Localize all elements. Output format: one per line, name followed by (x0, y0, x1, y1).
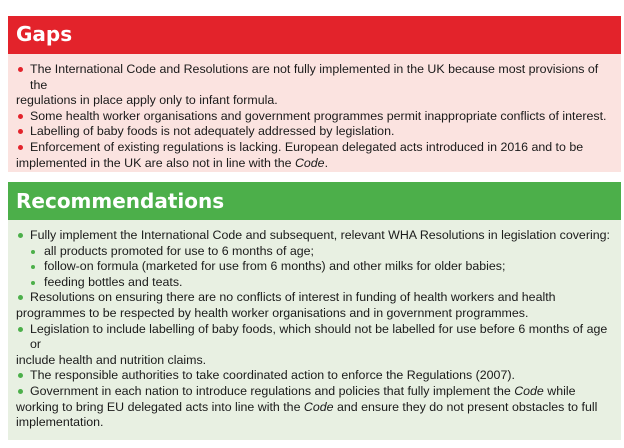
bullet-icon (18, 67, 23, 72)
list-item: Some health worker organisations and government programmes permit inappropriate conflicts of interest. (16, 109, 611, 125)
list-item-continuation: working to bring EU delegated acts into line with the Code and ensure they do not present obstacles to full (16, 399, 598, 414)
list-item: Enforcement of existing regulations is lacking. European delegated acts introduced in 2016 and to be (16, 140, 611, 156)
bullet-icon (18, 389, 23, 394)
list-item: Fully implement the International Code and subsequent, relevant WHA Resolutions in legislation covering: (16, 228, 611, 244)
recommendations-heading: Recommendations (8, 182, 621, 220)
list-item-continuation: regulations in place apply only to infant formula. (16, 93, 278, 108)
list-item-continuation: implementation. (16, 415, 104, 430)
list-item-continuation: programmes to be respected by health worker organisations and in government programmes. (16, 305, 529, 320)
list-item: Resolutions on ensuring there are no conflicts of interest in funding of health workers and health (16, 290, 611, 306)
list-item-continuation: implemented in the UK are also not in line with the Code. (16, 155, 329, 170)
list-item: Labelling of baby foods is not adequately addressed by legislation. (16, 124, 611, 140)
list-item: The responsible authorities to take coordinated action to enforce the Regulations (2007). (16, 368, 611, 384)
list-item-continuation: include health and nutrition claims. (16, 352, 207, 367)
bullet-icon (18, 327, 23, 332)
bullet-icon (18, 295, 23, 300)
bullet-icon (18, 233, 23, 238)
list-item: Legislation to include labelling of baby foods, which should not be labelled for use before 6 months of age or (16, 322, 611, 353)
gaps-list (8, 54, 621, 171)
bullet-icon (18, 114, 23, 119)
bullet-icon (31, 281, 35, 285)
gaps-heading: Gaps (8, 16, 621, 54)
sub-list-item: all products promoted for use to 6 months of age; (16, 244, 611, 260)
recommendations-panel (8, 182, 621, 440)
list-item: Government in each nation to introduce regulations and policies that fully implement the Code while (16, 384, 611, 400)
bullet-icon (31, 265, 35, 269)
list-item: The International Code and Resolutions are not fully implemented in the UK because most provisions of the (16, 62, 611, 93)
sub-list-item: feeding bottles and teats. (16, 275, 611, 291)
bullet-icon (18, 129, 23, 134)
sub-list-item: follow-on formula (marketed for use from 6 months) and other milks for older babies; (16, 259, 611, 275)
bullet-icon (18, 145, 23, 150)
recommendations-list (8, 220, 621, 431)
bullet-icon (31, 250, 35, 254)
gaps-panel (8, 16, 621, 172)
bullet-icon (18, 373, 23, 378)
